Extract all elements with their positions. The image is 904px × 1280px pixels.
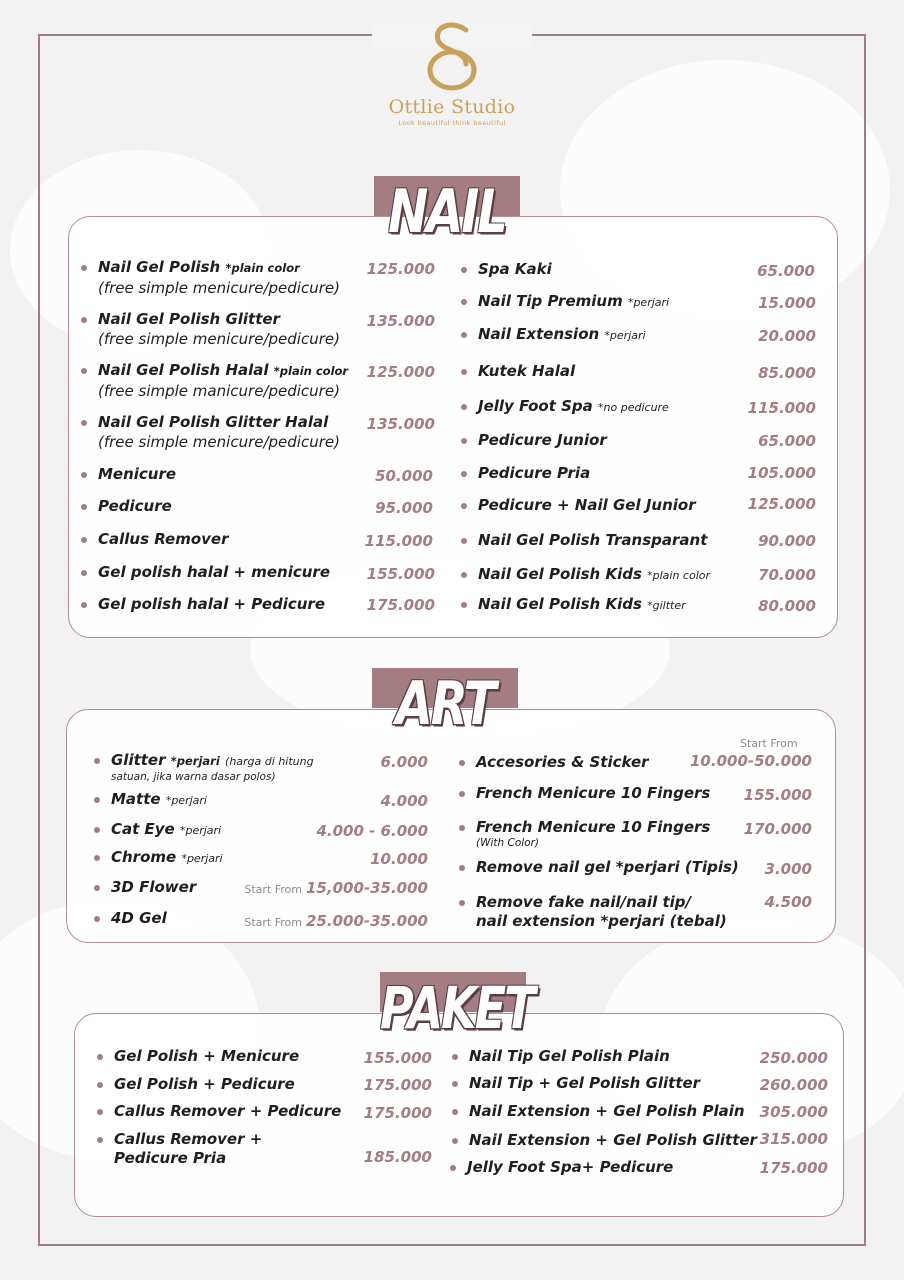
nail-price: 65.000 bbox=[757, 262, 815, 280]
paket-item: Nail Tip Gel Polish Plain bbox=[469, 1047, 670, 1066]
nail-price: 155.000 bbox=[366, 565, 435, 583]
art-title: ART bbox=[395, 669, 495, 739]
bullet-dot bbox=[461, 572, 467, 578]
nail-item: Nail Gel Polish Kids *giltter bbox=[478, 595, 686, 615]
bullet-dot bbox=[81, 420, 87, 426]
bullet-dot bbox=[81, 368, 87, 374]
bullet-dot bbox=[461, 538, 467, 544]
paket-item: Gel Polish + Pedicure bbox=[114, 1075, 295, 1094]
brand-tagline: Look beautiful think beautiful bbox=[398, 119, 506, 127]
bullet-dot bbox=[461, 267, 467, 273]
art-price: 6.000 bbox=[380, 753, 428, 771]
bullet-dot bbox=[81, 537, 87, 543]
bullet-dot bbox=[97, 1054, 103, 1060]
nail-item: Nail Gel Polish Glitter (free simple menicure/pedicure) bbox=[98, 310, 340, 349]
brand-logo bbox=[372, 20, 532, 127]
nail-price: 125.000 bbox=[366, 363, 435, 381]
art-item: 3D Flower bbox=[111, 878, 196, 897]
paket-price: 155.000 bbox=[363, 1049, 432, 1067]
bullet-dot bbox=[81, 602, 87, 608]
art-item: French Menicure 10 Fingers (With Color) bbox=[476, 818, 710, 850]
nail-price: 15.000 bbox=[758, 294, 816, 312]
art-banner bbox=[372, 668, 518, 739]
art-item: Remove fake nail/nail tip/ nail extension *perjari (tebal) bbox=[476, 893, 727, 931]
paket-item: Jelly Foot Spa+ Pedicure bbox=[467, 1158, 673, 1177]
nail-price: 135.000 bbox=[366, 415, 435, 433]
bullet-dot bbox=[459, 760, 465, 766]
nail-item: Pedicure Junior bbox=[478, 431, 607, 450]
paket-item: Nail Extension + Gel Polish Glitter bbox=[469, 1131, 757, 1150]
art-price: 170.000 bbox=[743, 820, 812, 838]
nail-item: Nail Gel Polish Kids *plain color bbox=[478, 565, 710, 585]
paket-banner bbox=[380, 972, 534, 1042]
bullet-dot bbox=[81, 472, 87, 478]
bullet-dot bbox=[97, 1137, 103, 1143]
nail-item: Pedicure + Nail Gel Junior bbox=[478, 496, 696, 515]
art-item: French Menicure 10 Fingers bbox=[476, 784, 710, 803]
bullet-dot bbox=[97, 1082, 103, 1088]
nail-item: Kutek Halal bbox=[478, 362, 575, 381]
nail-item: Nail Gel Polish *plain color (free simple menicure/pedicure) bbox=[98, 258, 340, 298]
art-item: Cat Eye *perjari bbox=[111, 820, 221, 840]
bullet-dot bbox=[452, 1054, 458, 1060]
nail-item: Nail Tip Premium *perjari bbox=[478, 292, 669, 312]
nail-price: 70.000 bbox=[758, 566, 816, 584]
art-price: 3.000 bbox=[764, 860, 812, 878]
nail-item: Nail Extension *perjari bbox=[478, 325, 646, 345]
bullet-dot bbox=[452, 1109, 458, 1115]
nail-price: 90.000 bbox=[758, 532, 816, 550]
bullet-dot bbox=[94, 797, 100, 803]
paket-price: 315.000 bbox=[759, 1130, 828, 1148]
paket-item: Nail Extension + Gel Polish Plain bbox=[469, 1102, 745, 1121]
bullet-dot bbox=[461, 332, 467, 338]
start-from-label: Start From bbox=[244, 883, 302, 896]
nail-title: NAIL bbox=[388, 177, 506, 247]
nail-price: 65.000 bbox=[758, 432, 816, 450]
nail-banner bbox=[374, 176, 520, 247]
nail-price: 125.000 bbox=[747, 495, 816, 513]
bullet-dot bbox=[461, 471, 467, 477]
art-item: Accesories & Sticker bbox=[476, 753, 649, 772]
paket-price: 260.000 bbox=[759, 1076, 828, 1094]
art-item: Remove nail gel *perjari (Tipis) bbox=[476, 858, 739, 877]
start-from-label: Start From bbox=[244, 916, 302, 929]
nail-price: 175.000 bbox=[366, 596, 435, 614]
nail-item: Nail Gel Polish Transparant bbox=[478, 531, 707, 550]
bullet-dot bbox=[81, 317, 87, 323]
bullet-dot bbox=[452, 1081, 458, 1087]
bullet-dot bbox=[459, 825, 465, 831]
paket-price: 305.000 bbox=[759, 1103, 828, 1121]
nail-price: 125.000 bbox=[366, 260, 435, 278]
bullet-dot bbox=[461, 602, 467, 608]
bullet-dot bbox=[450, 1165, 456, 1171]
paket-price: 175.000 bbox=[363, 1076, 432, 1094]
brand-name: Ottlie Studio bbox=[388, 96, 516, 118]
paket-price: 175.000 bbox=[363, 1104, 432, 1122]
bullet-dot bbox=[459, 900, 465, 906]
art-price: Start From 15,000-35.000 bbox=[244, 879, 428, 897]
bullet-dot bbox=[461, 369, 467, 375]
art-price: Start From 25.000-35.000 bbox=[244, 912, 428, 930]
bullet-dot bbox=[461, 438, 467, 444]
nail-item: Spa Kaki bbox=[478, 260, 552, 279]
paket-price: 185.000 bbox=[363, 1148, 432, 1166]
bullet-dot bbox=[459, 791, 465, 797]
nail-item: Jelly Foot Spa *no pedicure bbox=[478, 397, 669, 417]
paket-item: Callus Remover + Pedicure Pria bbox=[114, 1130, 262, 1168]
bullet-dot bbox=[94, 855, 100, 861]
paket-price: 175.000 bbox=[759, 1159, 828, 1177]
bullet-dot bbox=[94, 885, 100, 891]
art-price: 4.000 - 6.000 bbox=[316, 822, 428, 840]
paket-price: 250.000 bbox=[759, 1049, 828, 1067]
bullet-dot bbox=[81, 265, 87, 271]
paket-item: Gel Polish + Menicure bbox=[114, 1047, 299, 1066]
art-item: Glitter *perjari (harga di hitung satuan, jika warna dasar polos) bbox=[111, 751, 314, 784]
nail-item: Gel polish halal + menicure bbox=[98, 563, 330, 582]
bullet-dot bbox=[97, 1109, 103, 1115]
art-price: 4.500 bbox=[764, 893, 812, 911]
nail-price: 50.000 bbox=[375, 467, 433, 485]
art-price: 155.000 bbox=[743, 786, 812, 804]
paket-item: Nail Tip + Gel Polish Glitter bbox=[469, 1074, 700, 1093]
nail-item: Menicure bbox=[98, 465, 176, 484]
bullet-dot bbox=[94, 916, 100, 922]
paket-title: PAKET bbox=[380, 974, 534, 1042]
nail-price: 115.000 bbox=[364, 532, 433, 550]
nail-price: 20.000 bbox=[758, 327, 816, 345]
nail-price: 105.000 bbox=[747, 464, 816, 482]
art-item: Chrome *perjari bbox=[111, 848, 223, 868]
art-item: Matte *perjari bbox=[111, 790, 207, 810]
nail-price: 115.000 bbox=[747, 399, 816, 417]
bullet-dot bbox=[81, 504, 87, 510]
nail-price: 80.000 bbox=[758, 597, 816, 615]
nail-item: Callus Remover bbox=[98, 530, 229, 549]
bullet-dot bbox=[452, 1138, 458, 1144]
nail-price: 135.000 bbox=[366, 312, 435, 330]
art-price: 4.000 bbox=[380, 792, 428, 810]
nail-item: Pedicure bbox=[98, 497, 172, 516]
paket-item: Callus Remover + Pedicure bbox=[114, 1102, 341, 1121]
bullet-dot bbox=[81, 570, 87, 576]
art-item: 4D Gel bbox=[111, 909, 167, 928]
nail-price: 95.000 bbox=[375, 499, 433, 517]
art-price: 10.000-50.000 bbox=[690, 752, 812, 770]
nail-item: Nail Gel Polish Halal *plain color (free simple manicure/pedicure) bbox=[98, 361, 348, 401]
bullet-dot bbox=[461, 404, 467, 410]
bullet-dot bbox=[94, 758, 100, 764]
art-price: 10.000 bbox=[370, 850, 428, 868]
bullet-dot bbox=[461, 503, 467, 509]
bullet-dot bbox=[94, 827, 100, 833]
nail-item: Nail Gel Polish Glitter Halal (free simple menicure/pedicure) bbox=[98, 413, 340, 452]
nail-item: Pedicure Pria bbox=[478, 464, 590, 483]
start-from-label: Start From bbox=[740, 737, 798, 750]
nail-price: 85.000 bbox=[758, 364, 816, 382]
logo-mark-icon bbox=[422, 20, 482, 92]
bullet-dot bbox=[461, 299, 467, 305]
nail-item: Gel polish halal + Pedicure bbox=[98, 595, 325, 614]
bullet-dot bbox=[459, 865, 465, 871]
